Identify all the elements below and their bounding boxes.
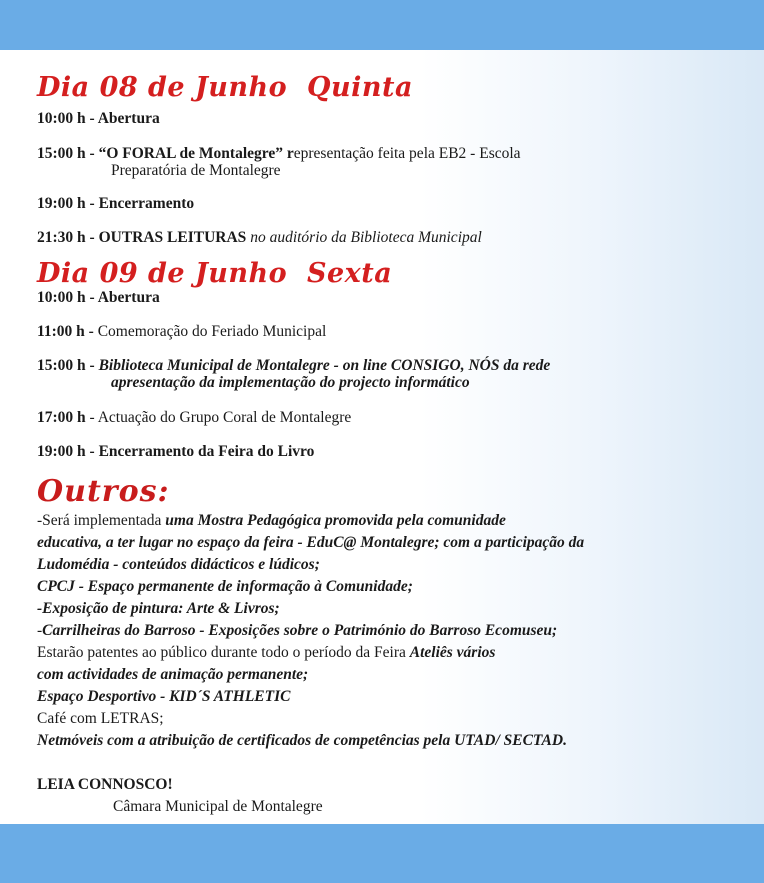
item-time: 19:00 h - <box>37 443 99 460</box>
outros-text-emph: Carrilheiras do Barroso - Exposições sobre o Património do Barroso Ecomuseu; <box>42 622 558 639</box>
top-band <box>0 0 764 50</box>
day1-item-2 <box>37 145 521 163</box>
item-time: 10:00 h - <box>37 110 98 127</box>
item-desc: epresentação feita pela EB2 - Escola <box>293 145 521 162</box>
item-desc: - Actuação do Grupo Coral de Montalegre <box>85 409 352 426</box>
bottom-band <box>0 824 764 883</box>
outros-line-6 <box>37 622 557 640</box>
outros-line-9: Espaço Desportivo - KID´S ATHLETIC <box>37 688 291 705</box>
outros-text-emph: uma Mostra Pedagógica promovida pela comunidade <box>165 512 506 529</box>
item-title: OUTRAS LEITURAS <box>98 229 247 246</box>
item-title: Encerramento da Feira do Livro <box>98 443 315 460</box>
item-title: Abertura <box>97 289 160 306</box>
item-desc: Comemoração do Feriado Municipal <box>97 323 327 340</box>
item-desc: Biblioteca Municipal de Montalegre - on line CONSIGO, NÓS da rede <box>98 357 551 374</box>
outros-line-1 <box>37 512 506 530</box>
day1-title: Dia 08 de Junho Quinta <box>37 72 413 103</box>
day2-item-2 <box>37 323 326 341</box>
day1-item-1 <box>37 110 160 128</box>
item-time: 21:30 h - <box>37 229 99 246</box>
item-desc: no auditório da Biblioteca Municipal <box>246 229 482 246</box>
day2-title: Dia 09 de Junho Sexta <box>37 258 393 289</box>
item-time: 10:00 h - <box>37 289 98 306</box>
day2-item-5 <box>37 443 314 461</box>
outros-text-emph: Ateliês vários <box>409 644 496 661</box>
closing-organization: Câmara Municipal de Montalegre <box>113 798 323 815</box>
item-time: 17:00 h <box>37 409 86 426</box>
day1-item-2-cont: Preparatória de Montalegre <box>111 162 281 179</box>
outros-title: Outros: <box>37 474 170 509</box>
outros-text: - <box>37 622 43 639</box>
day2-item-3 <box>37 357 550 375</box>
item-title: Abertura <box>97 110 160 127</box>
day2-item-4 <box>37 409 351 427</box>
outros-line-10: Café com LETRAS; <box>37 710 164 727</box>
item-title: “O FORAL de Montalegre” r <box>98 145 294 162</box>
item-time: 15:00 h - <box>37 357 99 374</box>
outros-line-3: Ludomédia - conteúdos didácticos e lúdicos; <box>37 556 320 573</box>
item-time: 15:00 h - <box>37 145 99 162</box>
outros-line-7 <box>37 644 495 662</box>
day2-item-1 <box>37 289 160 307</box>
item-time: 11:00 h - <box>37 323 98 340</box>
closing-slogan: LEIA CONNOSCO! <box>37 776 173 793</box>
outros-line-11: Netmóveis com a atribuição de certificados de competências pela UTAD/ SECTAD. <box>37 732 567 749</box>
day1-item-3 <box>37 195 194 213</box>
day1-item-4 <box>37 229 482 247</box>
outros-line-8: com actividades de animação permanente; <box>37 666 309 683</box>
outros-line-5: -Exposição de pintura: Arte & Livros; <box>37 600 280 617</box>
outros-text: Estarão patentes ao público durante todo o período da Feira <box>37 644 410 661</box>
outros-line-2: educativa, a ter lugar no espaço da feira - EduC@ Montalegre; com a participação da <box>37 534 585 551</box>
item-title: Encerramento <box>98 195 195 212</box>
day2-item-3-cont: apresentação da implementação do projecto informático <box>111 374 470 391</box>
outros-line-4: CPCJ - Espaço permanente de informação à Comunidade; <box>37 578 413 595</box>
item-time: 19:00 h - <box>37 195 99 212</box>
outros-text: -Será implementada <box>37 512 166 529</box>
